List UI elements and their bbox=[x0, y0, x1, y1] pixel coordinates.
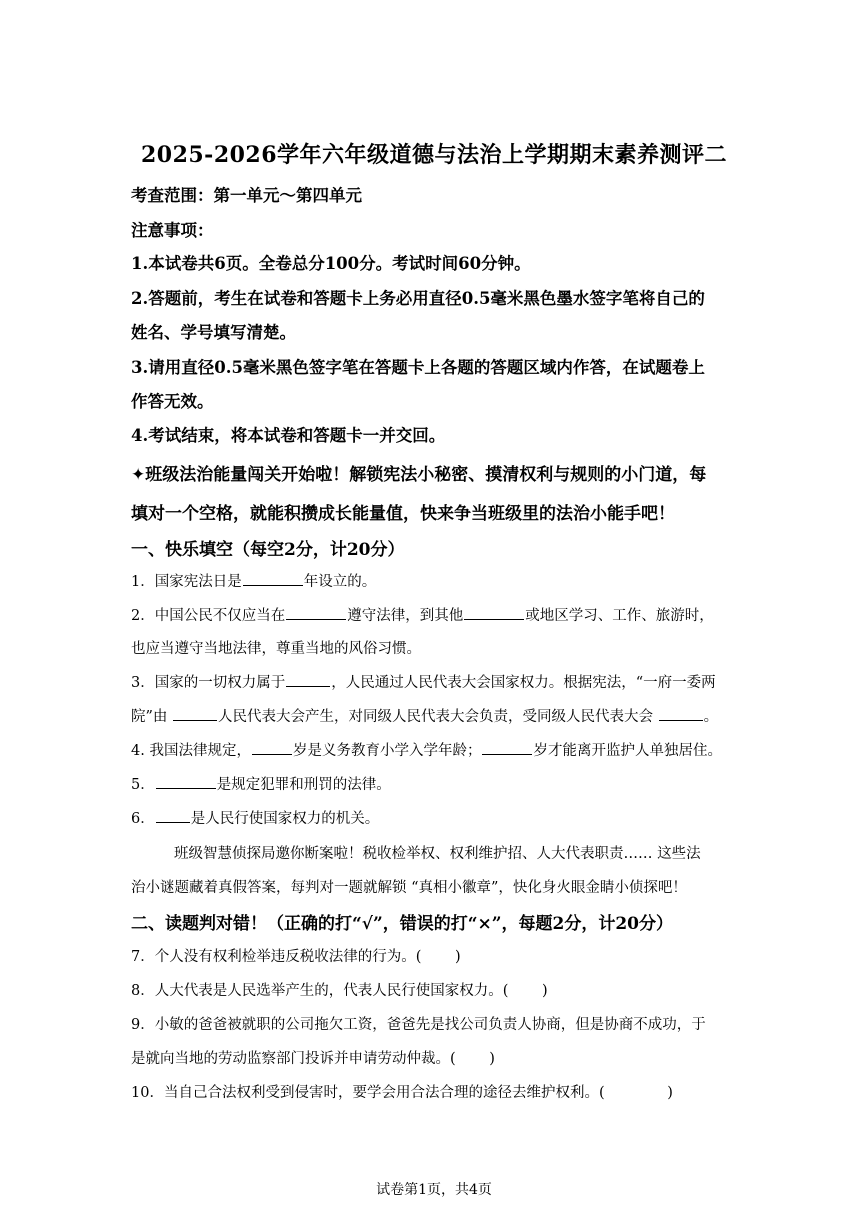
page-title: 2025-2026学年六年级道德与法治上学期期末素养测评二 bbox=[140, 142, 728, 168]
note-2: 2.答题前，考生在试卷和答题卡上务必用直径0.5毫米黑色墨水签字笔将自己的 bbox=[131, 289, 705, 308]
question-2-cont: 也应当遵守当地法律，尊重当地的风俗习惯。 bbox=[131, 641, 421, 657]
section-2-heading: 二、读题判对错！（正确的打“√”，错误的打“×”，每题2分，计20分） bbox=[131, 914, 674, 934]
question-8: 8．人大代表是人民选举产生的，代表人民行使国家权力。( ) bbox=[131, 983, 548, 999]
question-3: 3．国家的一切权力属于 ，人民通过人民代表大会国家权力。根据宪法，“一府一委两 bbox=[131, 671, 716, 692]
question-10: 10．当自己合法权利受到侵害时，要学会用合法合理的途径去维护权利。( ) bbox=[131, 1085, 673, 1101]
answer-blank[interactable] bbox=[464, 605, 524, 620]
exam-scope: 考查范围：第一单元～第四单元 bbox=[131, 186, 362, 205]
note-2-cont: 姓名、学号填写清楚。 bbox=[131, 323, 296, 342]
note-3-cont: 作答无效。 bbox=[131, 392, 214, 411]
answer-blank[interactable] bbox=[482, 740, 532, 755]
bridge-line-2: 治小谜题藏着真假答案，每判对一题就解锁 “真相小徽章”，快化身火眼金睛小侦探吧！ bbox=[131, 880, 687, 896]
answer-blank[interactable] bbox=[243, 571, 303, 586]
question-1: 1．国家宪法日是 年设立的。 bbox=[131, 570, 376, 591]
question-2: 2．中国公民不仅应当在 遵守法律，到其他 或地区学习、工作、旅游时， bbox=[131, 604, 714, 625]
answer-blank[interactable] bbox=[286, 605, 346, 620]
section-1-heading: 一、快乐填空（每空2分，计20分） bbox=[131, 540, 405, 560]
sparkle-icon: ✦ bbox=[131, 465, 146, 485]
notes-title: 注意事项： bbox=[131, 221, 214, 240]
answer-blank[interactable] bbox=[252, 740, 292, 755]
answer-blank[interactable] bbox=[286, 672, 330, 687]
note-1: 1.本试卷共6页。全卷总分100分。考试时间60分钟。 bbox=[131, 254, 531, 273]
answer-blank[interactable] bbox=[659, 706, 703, 721]
note-3: 3.请用直径0.5毫米黑色签字笔在答题卡上各题的答题区域内作答，在试题卷上 bbox=[131, 358, 705, 377]
answer-blank[interactable] bbox=[173, 706, 217, 721]
question-7: 7．个人没有权利检举违反税收法律的行为。( ) bbox=[131, 949, 461, 965]
question-3-cont: 院”由 人民代表大会产生，对同级人民代表大会负责，受同级人民代表大会 。 bbox=[131, 705, 718, 726]
page-footer: 试卷第1页，共4页 bbox=[376, 1182, 492, 1198]
question-4: 4. 我国法律规定， 岁是义务教育小学入学年龄； 岁才能离开监护人单独居住。 bbox=[131, 739, 722, 760]
bridge-line-1: 班级智慧侦探局邀你断案啦！税收检举权、权利维护招、人大代表职责…… 这些法 bbox=[174, 846, 701, 862]
answer-blank[interactable] bbox=[156, 774, 216, 789]
question-9: 9．小敏的爸爸被就职的公司拖欠工资，爸爸先是找公司负责人协商，但是协商不成功，于 bbox=[131, 1017, 706, 1033]
answer-blank[interactable] bbox=[156, 808, 190, 823]
intro-line-2: 填对一个空格，就能积攒成长能量值，快来争当班级里的法治小能手吧！ bbox=[131, 504, 675, 524]
intro-line-1: ✦班级法治能量闯关开始啦！解锁宪法小秘密、摸清权利与规则的小门道，每 bbox=[131, 465, 707, 485]
question-5: 5． 是规定犯罪和刑罚的法律。 bbox=[131, 773, 391, 794]
question-9-cont: 是就向当地的劳动监察部门投诉并申请劳动仲裁。( ) bbox=[131, 1051, 495, 1067]
question-6: 6． 是人民行使国家权力的机关。 bbox=[131, 807, 379, 828]
note-4: 4.考试结束，将本试卷和答题卡一并交回。 bbox=[131, 426, 446, 445]
